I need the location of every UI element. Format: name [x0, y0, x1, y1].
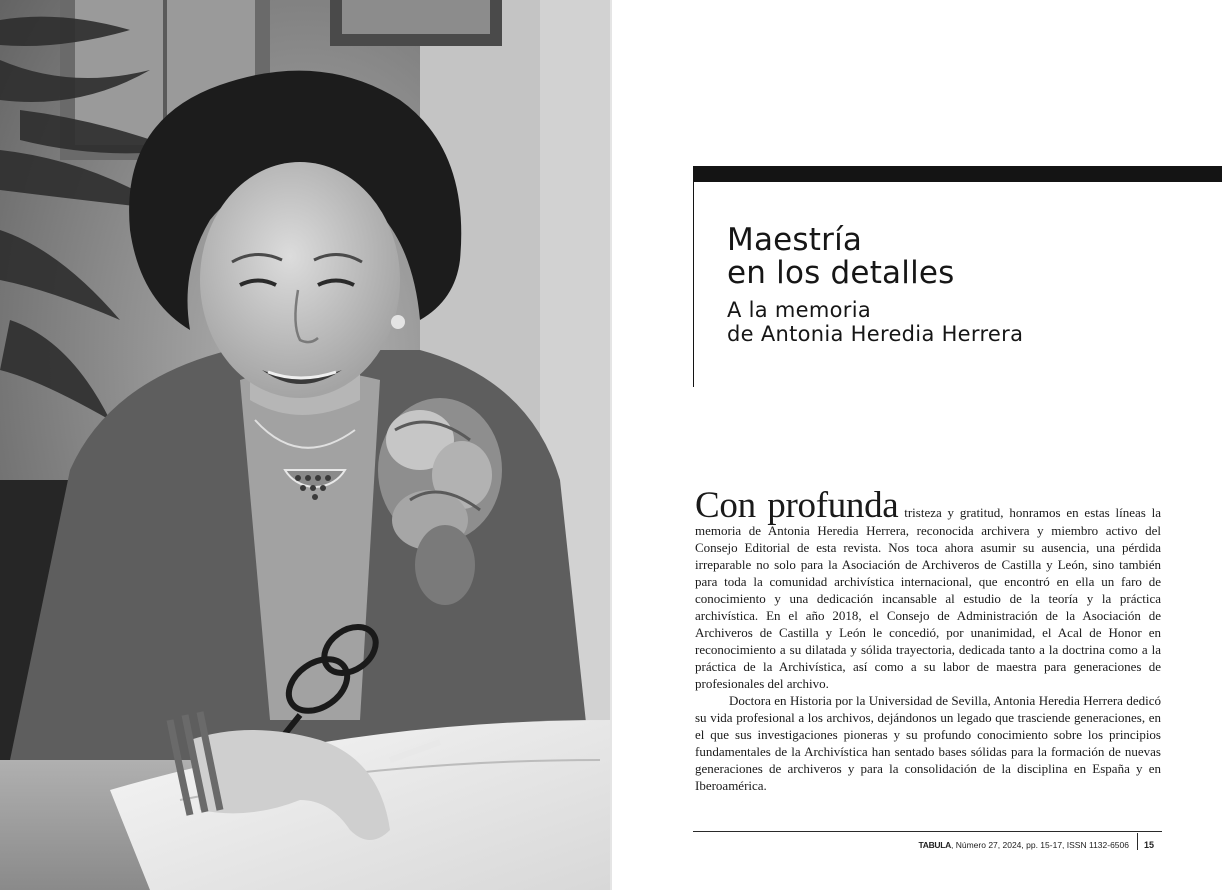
title-side-rule [693, 182, 694, 387]
portrait-photo [0, 0, 610, 890]
article-subtitle-line-1: A la memoria [727, 298, 872, 322]
face [200, 162, 400, 398]
footer-rule [693, 831, 1162, 832]
article-title-line-1: Maestría [727, 222, 863, 258]
body-paragraph-2: Doctora en Historia por la Universidad de Sevilla, Antonia Heredia Herrera dedicó su vida profesional a los archivos, dejándonos un legado que trasciende generaciones, en el que sus investigaciones pioneras y su profundo conocimiento sobre los principios fundamentales de la Archivística han sentado bases sólidas para la formación de nuevas generaciones de archiveros y para la consolidación de la disciplina en España y en Iberoamérica. [695, 693, 1161, 793]
article-title-line-2: en los detalles [727, 255, 955, 291]
footer-citation [860, 839, 1129, 851]
footer-separator [1137, 833, 1138, 850]
page-gutter [610, 0, 612, 890]
title-top-rule [693, 166, 1222, 182]
portrait-illustration [0, 0, 610, 890]
article-subtitle-line-2: de Antonia Heredia Herrera [727, 322, 1024, 346]
page-number: 15 [1144, 840, 1155, 850]
article-body [695, 485, 1161, 794]
journal-name: TABULA [918, 840, 951, 850]
paragraph-1-text: tristeza y gratitud, honramos en estas líneas la memoria de Antonia Heredia Herrera, reconocida archivera y miembro activo del Consejo Editorial de esta revista. Nos toca ahora asumir su ausencia, una pérdida irreparable no solo para la Asociación de Archiveros de Castilla y León, sino también para toda la comunidad archivística internacional, que encontró en ella un faro de conocimiento y una dedicación incansable al estudio de la teoría y la práctica archivística. En el año 2018, el Consejo de Administración de la Asociación de Archiveros de Castilla y León le concedió, por unanimidad, el Acal de Honor en reconocimiento a su dilatada y sólida trayectoria, dedicada tanto a la doctrina como a la práctica de la Archivística, así como a su labor de maestra para generaciones de profesionales del archivo. [695, 505, 1161, 691]
citation-details: , Número 27, 2024, pp. 15-17, ISSN 1132-6506 [951, 840, 1129, 850]
lead-in-words: Con profunda [695, 485, 899, 526]
body-paragraph-1 [695, 485, 1161, 692]
